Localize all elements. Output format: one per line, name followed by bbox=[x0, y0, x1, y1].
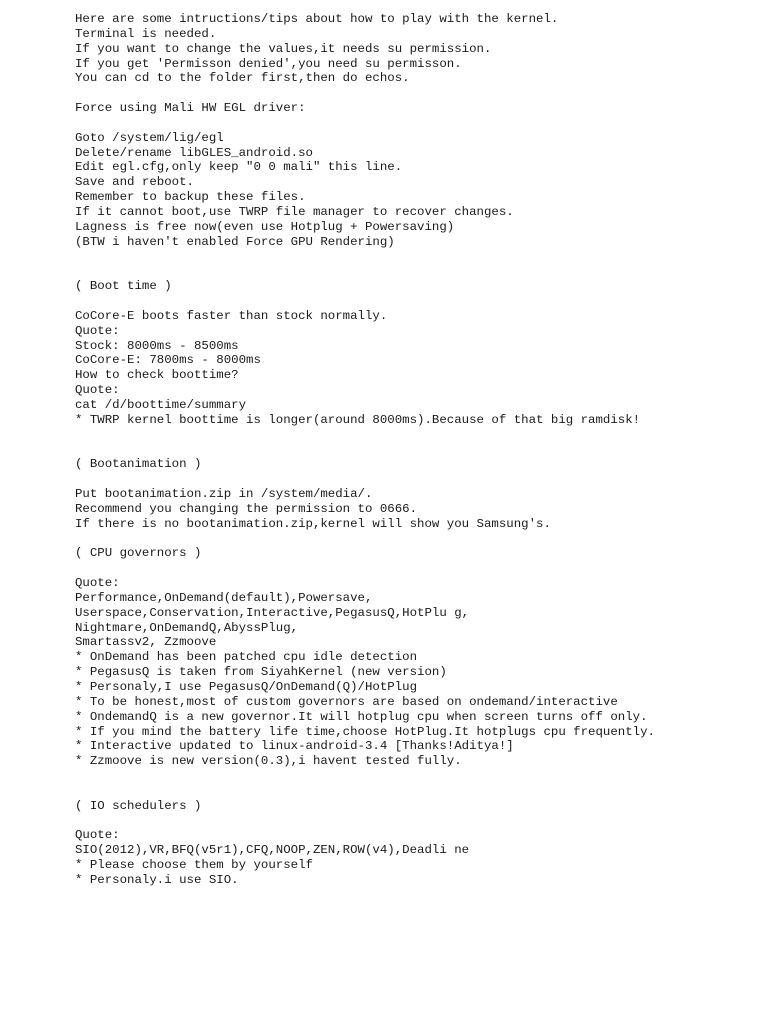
text-line: * Zzmoove is new version(0.3),i havent tested fully. bbox=[75, 754, 462, 769]
text-line: If you want to change the values,it needs su permission. bbox=[75, 41, 492, 56]
document-text bbox=[75, 12, 755, 888]
blank-line bbox=[75, 561, 755, 576]
text-line: How to check boottime? bbox=[75, 368, 239, 383]
blank-line bbox=[75, 250, 755, 265]
blank-line bbox=[75, 769, 755, 784]
text-line: Quote: bbox=[75, 323, 120, 338]
text-line: Edit egl.cfg,only keep "0 0 mali" this line. bbox=[75, 160, 403, 175]
text-line: * To be honest,most of custom governors are based on ondemand/interactive bbox=[75, 694, 618, 709]
text-line: Terminal is needed. bbox=[75, 26, 217, 41]
text-line: Performance,OnDemand(default),Powersave, bbox=[75, 590, 373, 605]
text-line: If you get 'Permisson denied',you need su permisson. bbox=[75, 56, 462, 71]
text-line: Quote: bbox=[75, 383, 120, 398]
text-line: If it cannot boot,use TWRP file manager to recover changes. bbox=[75, 204, 514, 219]
text-line: Recommend you changing the permission to 0666. bbox=[75, 501, 418, 516]
text-line: You can cd to the folder first,then do echos. bbox=[75, 71, 410, 86]
text-line: If there is no bootanimation.zip,kernel will show you Samsung's. bbox=[75, 516, 551, 531]
text-line: Userspace,Conservation,Interactive,PegasusQ,HotPlu g, bbox=[75, 605, 470, 620]
text-line: Goto /system/lig/egl bbox=[75, 130, 224, 145]
text-line: * Please choose them by yourself bbox=[75, 858, 313, 873]
blank-line bbox=[75, 532, 755, 547]
blank-line bbox=[75, 294, 755, 309]
blank-line bbox=[75, 814, 755, 829]
blank-line bbox=[75, 116, 755, 131]
blank-line bbox=[75, 264, 755, 279]
text-line: Save and reboot. bbox=[75, 175, 194, 190]
text-line: (BTW i haven't enabled Force GPU Rendering) bbox=[75, 234, 395, 249]
text-line: ( IO schedulers ) bbox=[75, 798, 202, 813]
blank-line bbox=[75, 86, 755, 101]
text-line: Here are some intructions/tips about how to play with the kernel. bbox=[75, 12, 559, 26]
blank-line bbox=[75, 784, 755, 799]
text-line: ( Bootanimation ) bbox=[75, 457, 202, 472]
text-line: * PegasusQ is taken from SiyahKernel (new version) bbox=[75, 665, 447, 680]
text-line: * Personaly.i use SIO. bbox=[75, 872, 239, 887]
text-line: CoCore-E: 7800ms - 8000ms bbox=[75, 353, 261, 368]
text-line: Nightmare,OnDemandQ,AbyssPlug, bbox=[75, 620, 299, 635]
text-line: Quote: bbox=[75, 828, 120, 843]
text-line: Remember to backup these files. bbox=[75, 190, 306, 205]
text-line: * OnDemand has been patched cpu idle detection bbox=[75, 650, 418, 665]
text-line: Smartassv2, Zzmoove bbox=[75, 635, 217, 650]
text-line: cat /d/boottime/summary bbox=[75, 397, 247, 412]
blank-line bbox=[75, 472, 755, 487]
text-line: * Interactive updated to linux-android-3.4 [Thanks!Aditya!] bbox=[75, 739, 514, 754]
text-line: Force using Mali HW EGL driver: bbox=[75, 101, 306, 116]
text-line: * TWRP kernel boottime is longer(around 8000ms).Because of that big ramdisk! bbox=[75, 412, 641, 427]
text-line: SIO(2012),VR,BFQ(v5r1),CFQ,NOOP,ZEN,ROW(v4),Deadli ne bbox=[75, 843, 470, 858]
text-line: Lagness is free now(even use Hotplug + Powersaving) bbox=[75, 219, 455, 234]
text-line: Stock: 8000ms - 8500ms bbox=[75, 338, 239, 353]
text-line: Put bootanimation.zip in /system/media/. bbox=[75, 487, 373, 501]
blank-line bbox=[75, 442, 755, 457]
text-line: * Personaly,I use PegasusQ/OnDemand(Q)/HotPlug bbox=[75, 679, 418, 694]
text-line: CoCore-E boots faster than stock normally. bbox=[75, 308, 388, 323]
text-line: Quote: bbox=[75, 576, 120, 591]
text-line: * OndemandQ is a new governor.It will hotplug cpu when screen turns off only. bbox=[75, 709, 648, 724]
text-line: ( Boot time ) bbox=[75, 279, 172, 294]
text-line: Delete/rename libGLES_android.so bbox=[75, 145, 313, 160]
text-line: ( CPU governors ) bbox=[75, 546, 202, 561]
text-line: * If you mind the battery life time,choose HotPlug.It hotplugs cpu frequently. bbox=[75, 724, 655, 739]
blank-line bbox=[75, 428, 755, 443]
